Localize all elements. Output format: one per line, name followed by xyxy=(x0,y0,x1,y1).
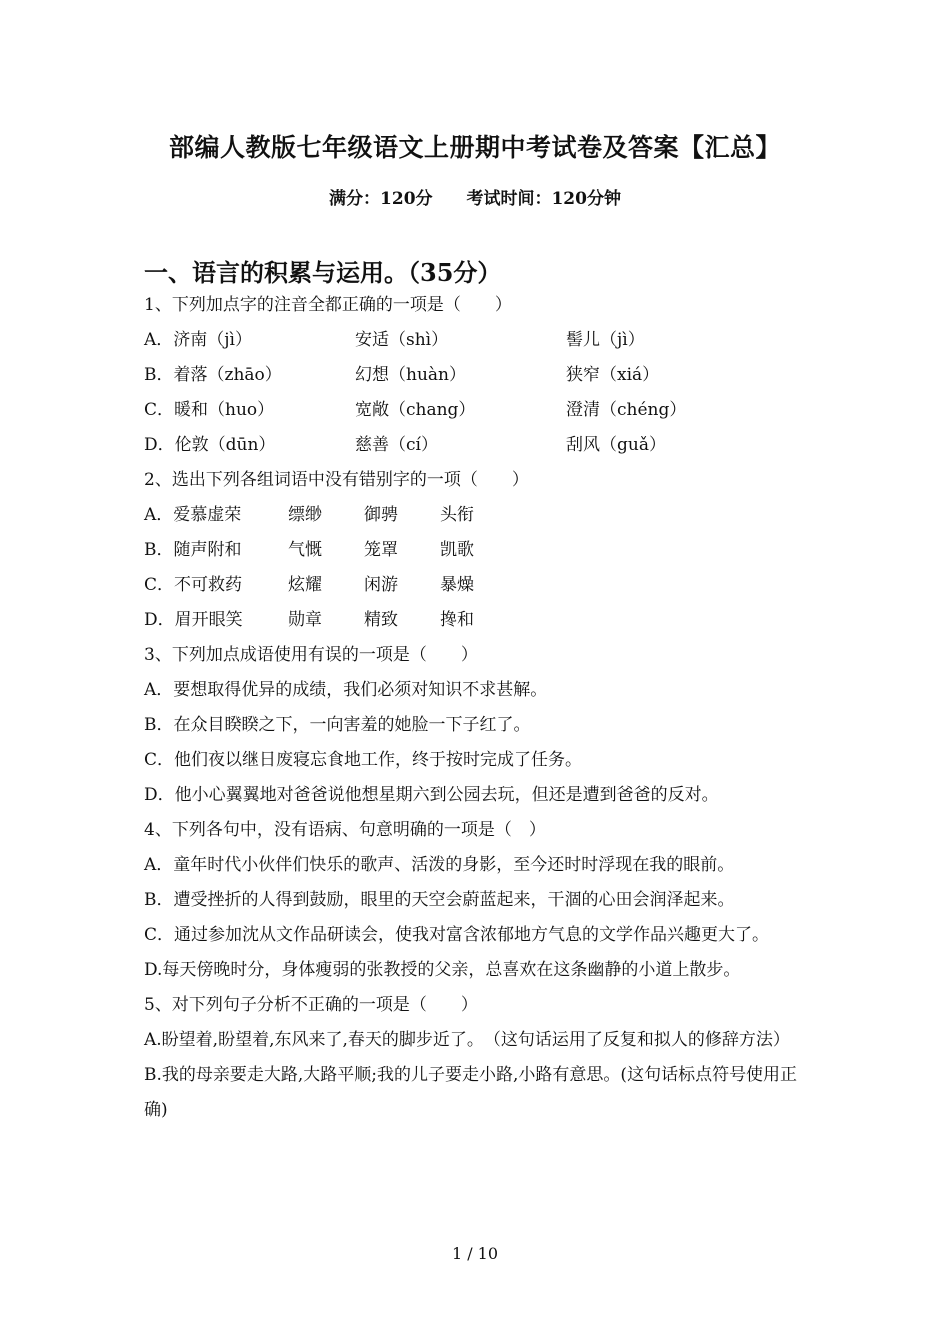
question-3-option: B．在众目睽睽之下，一向害羞的她脸一下子红了。 xyxy=(144,715,531,735)
option-word: 气慨 xyxy=(288,540,322,560)
option-word: A．爱慕虚荣 xyxy=(144,505,242,525)
option-word: 勋章 xyxy=(288,610,322,630)
exam-meta xyxy=(0,184,950,209)
option-word: 闲游 xyxy=(364,575,398,595)
question-2-option xyxy=(144,568,816,603)
question-3-option: A．要想取得优异的成绩，我们必须对知识不求甚解。 xyxy=(144,680,548,700)
question-3-option: C．他们夜以继日废寝忘食地工作，终于按时完成了任务。 xyxy=(144,750,583,770)
option-word: C．不可救药 xyxy=(144,575,243,595)
question-1-option xyxy=(144,323,816,358)
question-4-option: B．遭受挫折的人得到鼓励，眼里的天空会蔚蓝起来，干涸的心田会润泽起来。 xyxy=(144,890,735,910)
option-word: B．随声附和 xyxy=(144,540,242,560)
exam-time: 考试时间：120分钟 xyxy=(466,189,621,209)
option-word: 安适（shì） xyxy=(355,330,449,350)
question-1-option xyxy=(144,358,816,393)
question-2-option xyxy=(144,603,816,638)
option-word: 头衔 xyxy=(440,505,474,525)
option-word: B．着落（zhāo） xyxy=(144,365,282,385)
question-4-option: C．通过参加沈从文作品研读会，使我对富含浓郁地方气息的文学作品兴趣更大了。 xyxy=(144,925,770,945)
option-word: D．眉开眼笑 xyxy=(144,610,243,630)
question-4-option: A．童年时代小伙伴们快乐的歌声、活泼的身影，至今还时时浮现在我的眼前。 xyxy=(144,855,735,875)
page-number: 1 / 10 xyxy=(451,1244,499,1263)
option-word: 刮风（guǎ） xyxy=(566,435,666,455)
question-5-stem: 5、对下列句子分析不正确的一项是（ ） xyxy=(144,995,478,1015)
option-word: 狭窄（xiá） xyxy=(566,365,660,385)
question-1-option xyxy=(144,428,816,463)
option-word: 慈善（cí） xyxy=(355,435,438,455)
question-2-stem: 2、选出下列各组词语中没有错别字的一项（ ） xyxy=(144,470,529,490)
option-word: A．济南（jì） xyxy=(144,330,252,350)
option-word: 精致 xyxy=(364,610,398,630)
option-word: C．暖和（huo） xyxy=(144,400,275,420)
question-2-option xyxy=(144,498,816,533)
option-word: 炫耀 xyxy=(288,575,322,595)
option-word: D．伦敦（dūn） xyxy=(144,435,276,455)
option-word: 幻想（huàn） xyxy=(355,365,466,385)
full-score: 满分：120分 xyxy=(329,189,433,209)
question-2-option xyxy=(144,533,816,568)
question-4-stem: 4、下列各句中，没有语病、句意明确的一项是（ ） xyxy=(144,820,546,840)
question-list xyxy=(144,288,816,1128)
option-word: 笼罩 xyxy=(364,540,398,560)
option-word: 髻儿（jì） xyxy=(566,330,645,350)
option-word: 御骋 xyxy=(364,505,398,525)
question-5-option: B.我的母亲要走大路,大路平顺;我的儿子要走小路,小路有意思。(这句话标点符号使用正确) xyxy=(144,1065,798,1120)
question-3-option: D．他小心翼翼地对爸爸说他想星期六到公园去玩，但还是遭到爸爸的反对。 xyxy=(144,785,719,805)
question-1-option xyxy=(144,393,816,428)
option-word: 暴燥 xyxy=(440,575,474,595)
option-word: 搀和 xyxy=(440,610,474,630)
option-word: 澄清（chéng） xyxy=(566,400,687,420)
question-4-option: D.每天傍晚时分，身体瘦弱的张教授的父亲，总喜欢在这条幽静的小道上散步。 xyxy=(144,960,741,980)
option-word: 缥缈 xyxy=(288,505,322,525)
question-5-option: A.盼望着,盼望着,东风来了,春天的脚步近了。 （这句话运用了反复和拟人的修辞方法） xyxy=(144,1030,790,1050)
page-title: 部编人教版七年级语文上册期中考试卷及答案【汇总】 xyxy=(168,133,781,162)
question-1-stem: 1、下列加点字的注音全都正确的一项是（ ） xyxy=(144,295,512,315)
option-word: 宽敞（chang） xyxy=(355,400,476,420)
option-word: 凯歌 xyxy=(440,540,474,560)
section-heading: 一、语言的积累与运用。（35分） xyxy=(144,258,502,287)
question-3-stem: 3、下列加点成语使用有误的一项是（ ） xyxy=(144,645,478,665)
